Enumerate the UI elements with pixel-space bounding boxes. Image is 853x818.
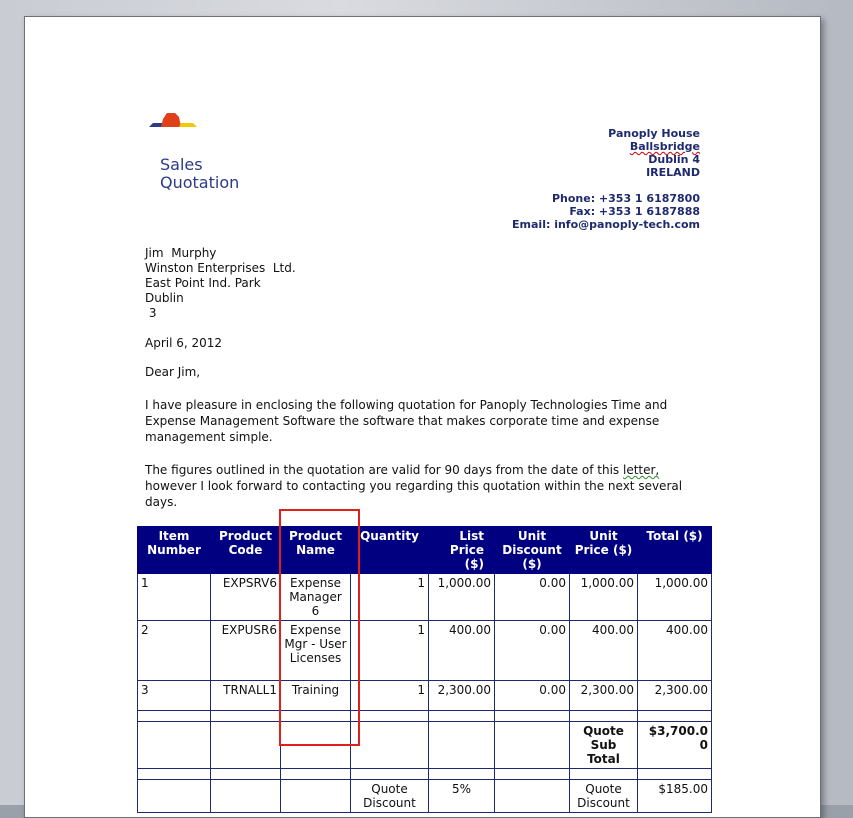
company-street: Ballsbridge	[629, 140, 700, 153]
subtotal-label: Quote Sub Total	[570, 722, 638, 769]
paragraph-2-text-b: however I look forward to contacting you regarding this quotation within the next several days.	[145, 479, 683, 509]
cell-total: 400.00	[638, 621, 712, 681]
product-name-highlight-box	[279, 509, 360, 746]
recipient-address-line-3: 3	[145, 306, 157, 320]
quotation-table	[137, 526, 712, 813]
cell-discount: 0.00	[495, 574, 570, 621]
discount-value: $185.00	[638, 780, 712, 813]
header-list-price: List Price ($)	[429, 527, 495, 574]
cell-name: Training	[281, 681, 351, 711]
cell-name: Expense Manager 6	[281, 574, 351, 621]
paragraph-2-grammar-flag: letter,	[622, 463, 660, 477]
document-page[interactable]	[24, 16, 821, 818]
cell-qty: 1	[351, 621, 429, 681]
cell-code: EXPSRV6	[211, 574, 281, 621]
paragraph-2	[145, 462, 705, 510]
title-line-1: Sales	[160, 155, 203, 174]
table-row	[138, 621, 712, 681]
subtotal-row	[138, 722, 712, 769]
cell-list: 2,300.00	[429, 681, 495, 711]
header-item-number: Item Number	[138, 527, 211, 574]
company-name: Panoply House	[608, 127, 700, 140]
recipient-address-line-2: Dublin	[145, 291, 184, 305]
cell-code: TRNALL1	[211, 681, 281, 711]
cell-unit: 1,000.00	[570, 574, 638, 621]
recipient-address	[145, 246, 296, 321]
discount-row	[138, 780, 712, 813]
subtotal-value: $3,700.00	[638, 722, 712, 769]
header-unit-price: Unit Price ($)	[570, 527, 638, 574]
cell-unit: 400.00	[570, 621, 638, 681]
company-phone: Phone: +353 1 6187800	[551, 192, 700, 205]
cell-unit: 2,300.00	[570, 681, 638, 711]
cell-qty: 1	[351, 681, 429, 711]
company-city: Dublin 4	[648, 153, 700, 166]
company-address	[512, 127, 700, 231]
cell-list: 1,000.00	[429, 574, 495, 621]
recipient-address-line-1: East Point Ind. Park	[145, 276, 261, 290]
table-header-row	[138, 527, 712, 574]
table-spacer-row	[138, 769, 712, 780]
cell-qty: 1	[351, 574, 429, 621]
discount-percent: 5%	[429, 780, 495, 813]
discount-label-left: Quote Discount	[351, 780, 429, 813]
recipient-name: Jim Murphy	[145, 246, 217, 260]
cell-name: Expense Mgr - User Licenses	[281, 621, 351, 681]
cell-item: 1	[138, 574, 211, 621]
document-title	[160, 156, 239, 192]
header-unit-discount: Unit Discount ($)	[495, 527, 570, 574]
cell-total: 1,000.00	[638, 574, 712, 621]
table-row	[138, 681, 712, 711]
header-product-code: Product Code	[211, 527, 281, 574]
header-total: Total ($)	[638, 527, 712, 574]
company-logo	[149, 113, 201, 129]
cell-total: 2,300.00	[638, 681, 712, 711]
cell-code: EXPUSR6	[211, 621, 281, 681]
salutation: Dear Jim,	[145, 365, 201, 379]
recipient-company: Winston Enterprises Ltd.	[145, 261, 296, 275]
paragraph-2-text-a: The figures outlined in the quotation are valid for 90 days from the date of this	[145, 463, 623, 477]
cell-discount: 0.00	[495, 621, 570, 681]
company-country: IRELAND	[646, 166, 700, 179]
title-line-2: Quotation	[160, 173, 240, 192]
company-fax: Fax: +353 1 6187888	[569, 205, 700, 218]
cell-item: 3	[138, 681, 211, 711]
header-product-name: Product Name	[281, 527, 351, 574]
letter-date: April 6, 2012	[145, 336, 223, 350]
cell-list: 400.00	[429, 621, 495, 681]
cell-discount: 0.00	[495, 681, 570, 711]
table-row	[138, 574, 712, 621]
table-spacer-row	[138, 711, 712, 722]
company-email: Email: info@panoply-tech.com	[512, 218, 700, 231]
paragraph-1: I have pleasure in enclosing the following quotation for Panoply Technologies Time and Expense Management Software the software that makes corporate time and expense management simple.	[145, 398, 668, 444]
header-quantity: Quantity	[351, 527, 429, 574]
cell-item: 2	[138, 621, 211, 681]
discount-label-right: Quote Discount	[570, 780, 638, 813]
